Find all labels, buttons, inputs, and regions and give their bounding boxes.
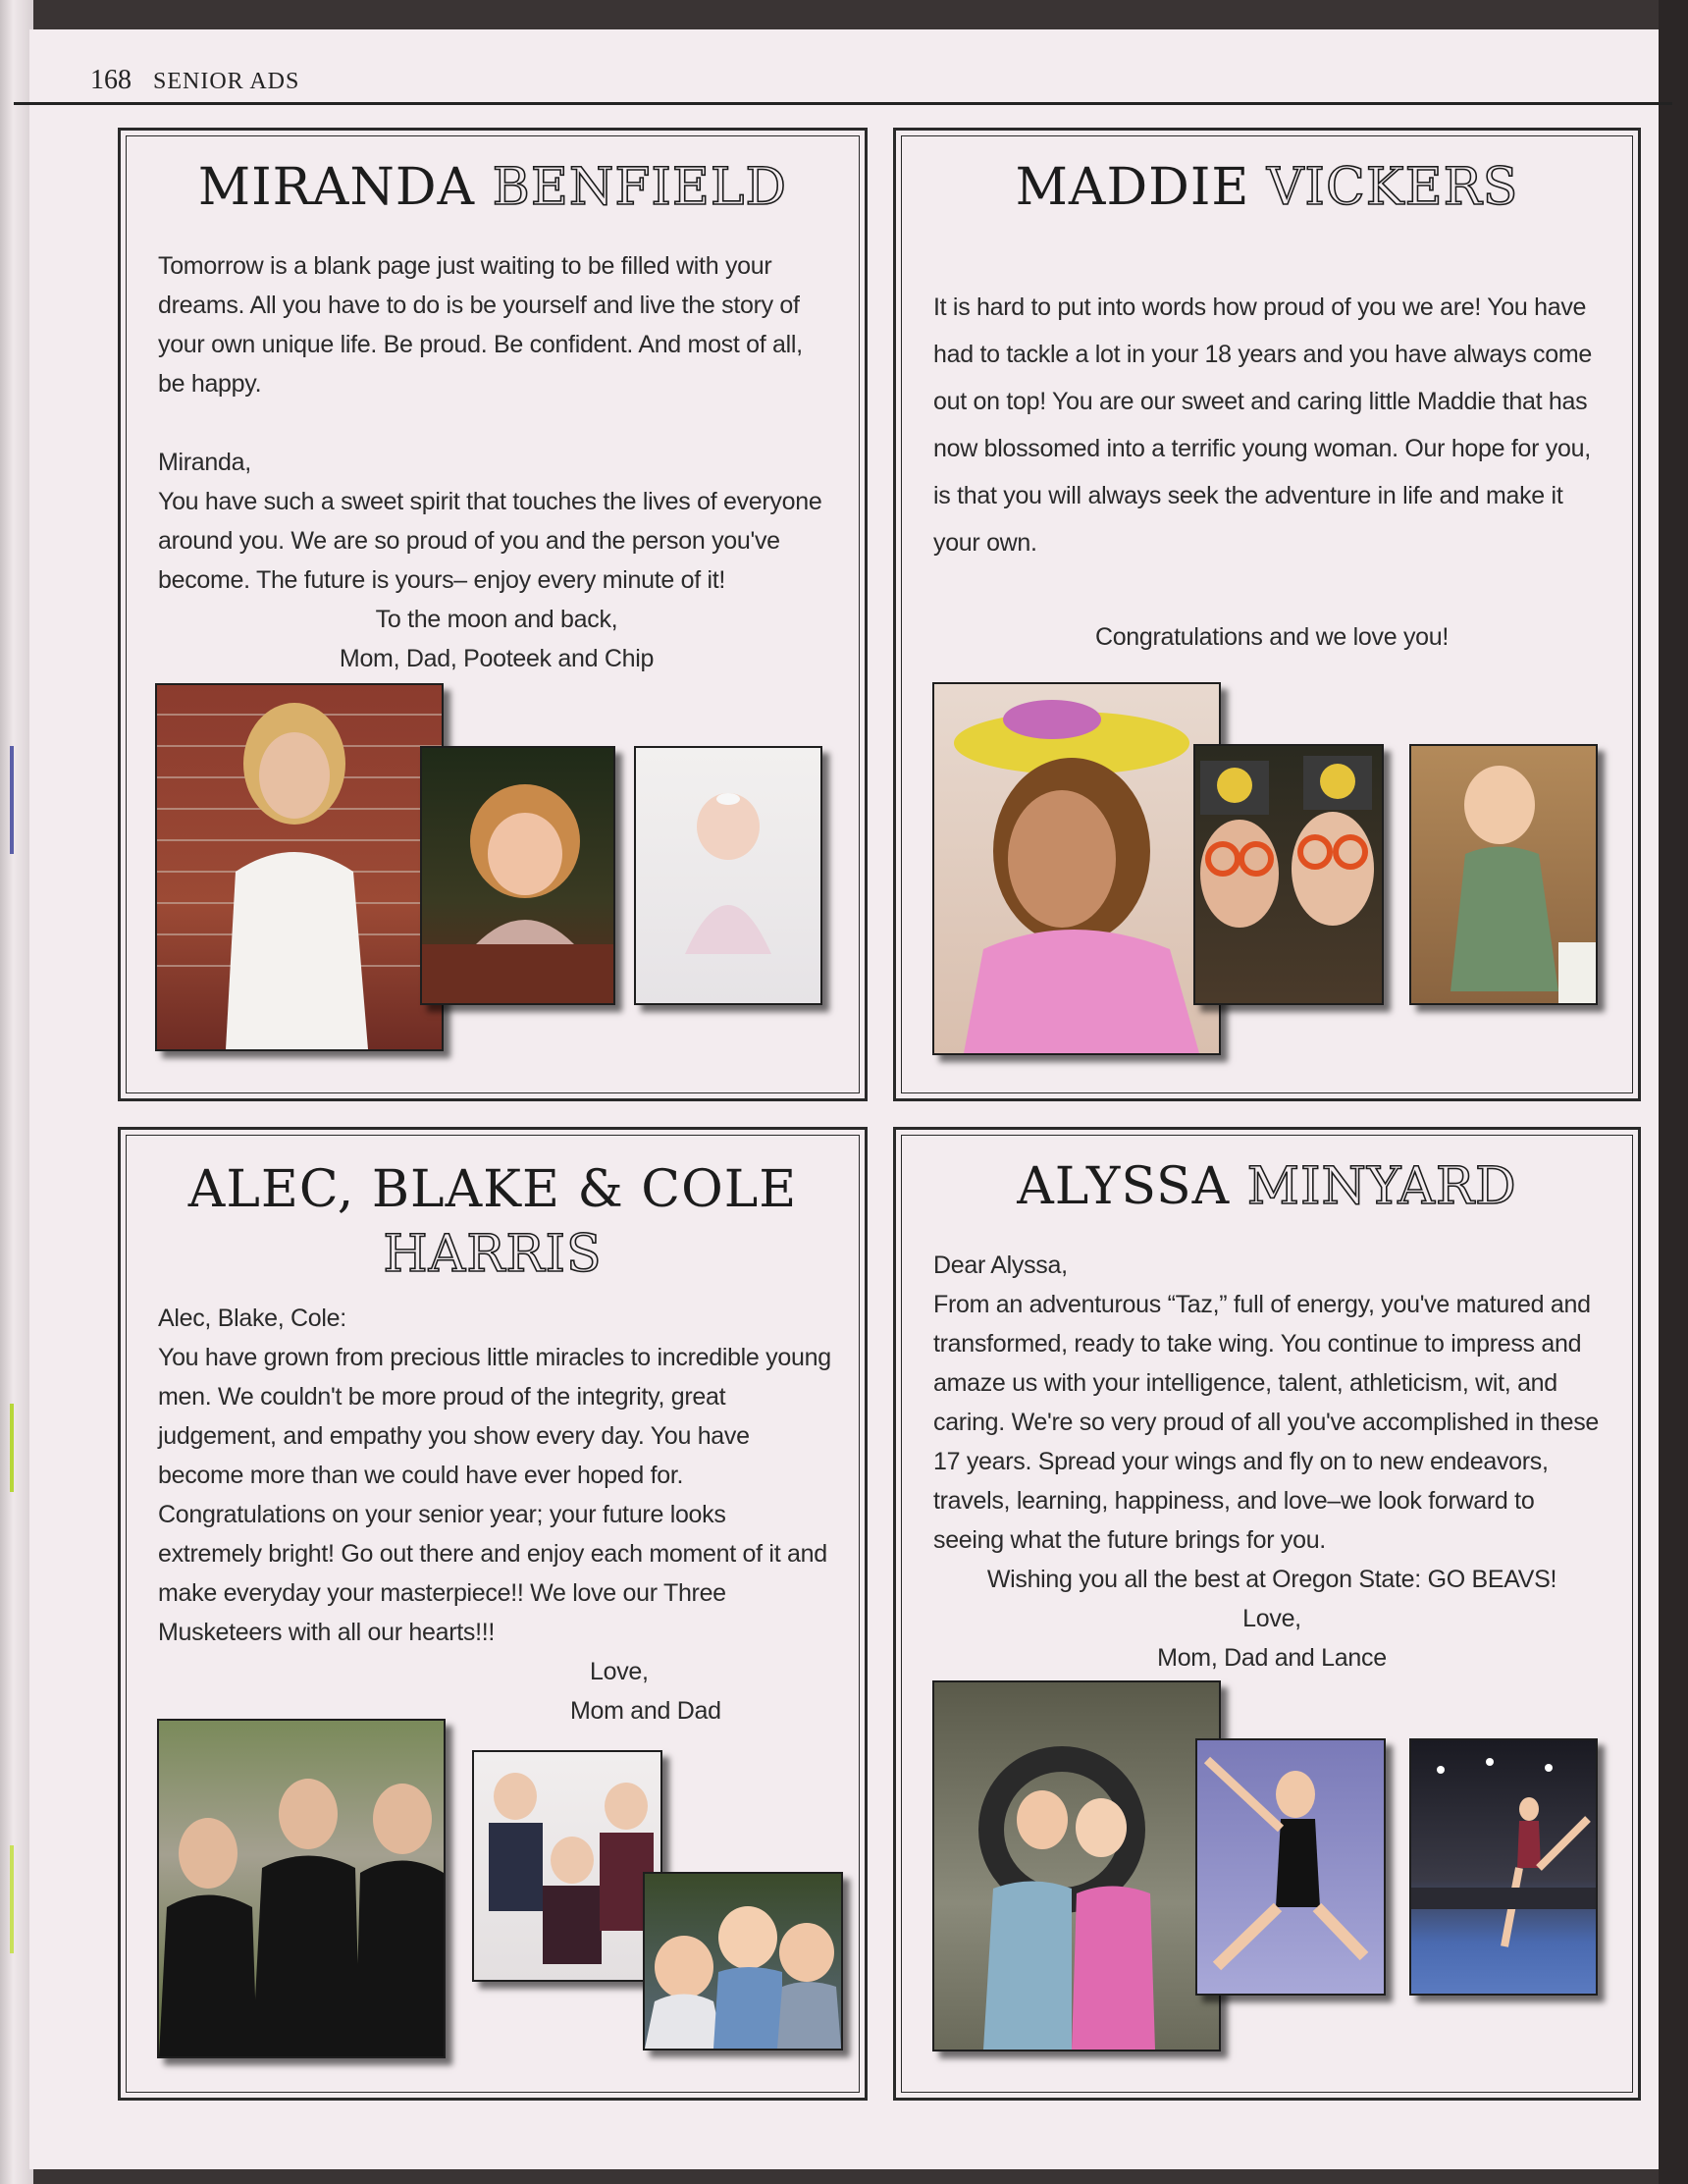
- brothers-young-photo: [643, 1872, 843, 2051]
- page-header: [90, 65, 299, 96]
- signoff-line: To the moon and back,: [375, 606, 618, 633]
- toddler-photo: [420, 746, 615, 1005]
- senior-portrait-photo: [155, 683, 444, 1051]
- title-last-name: HARRIS: [383, 1225, 603, 1284]
- ad-miranda-benfield: [118, 128, 868, 1101]
- message-paragraph: From an adventurous “Taz,” full of energy, you've matured and transformed, ready to take wing. You continue to impress and amaze us with your intelligence, talent, athleticism, wit, and caring. We're so very proud of all you've accomplished in these 17 years. Spread your wings and fly on to new endeavors, travels, learning, happiness, and love–we look forward to seeing what the future brings for you.: [933, 1291, 1600, 1554]
- girls-with-tire-photo: [932, 1680, 1221, 2051]
- ad-message: [158, 1299, 835, 1731]
- message-paragraph: You have grown from precious little miracles to incredible young men. We couldn't be more proud of the integrity, great judgement, and empathy you show every day. You have become more than we could have ever hoped for. Congratulations on your senior year; your future looks extremely bright! Go out there and enjoy each moment of it and make everyday your masterpiece!! We love our Three Musketeers with all our hearts!!!: [158, 1344, 831, 1646]
- book-right-edge: [1659, 0, 1688, 2184]
- message-paragraph: Alec, Blake, Cole:: [158, 1305, 346, 1332]
- title-first-name: ALEC, BLAKE & COLE: [187, 1160, 798, 1219]
- title-first-name: MIRANDA: [197, 158, 476, 217]
- title-last-name: MINYARD: [1246, 1157, 1517, 1216]
- toddler-dress-photo: [1409, 744, 1598, 1005]
- signoff-line: Wishing you all the best at Oregon State: GO BEAVS!: [986, 1566, 1557, 1593]
- ad-harris-brothers: [118, 1127, 868, 2101]
- gymnast-arena-photo: [1409, 1738, 1598, 1996]
- ad-title: [121, 158, 865, 217]
- two-girls-party-photo: [1193, 744, 1384, 1005]
- message-paragraph: Tomorrow is a blank page just waiting to be filled with your dreams. All you have to do is be yourself and live the story of your own unique life. Be proud. Be confident. And most of all, be happy.: [158, 252, 803, 398]
- book-spine-edge: [0, 0, 33, 2184]
- gymnast-leap-photo: [1195, 1738, 1386, 1996]
- title-last-name: VICKERS: [1266, 158, 1519, 217]
- title-first-name: MADDIE: [1015, 158, 1250, 217]
- brothers-childhood-photo: [472, 1750, 662, 1982]
- ad-title: [896, 158, 1638, 217]
- signoff-line: Mom, Dad, Pooteek and Chip: [339, 645, 655, 672]
- message-paragraph: Miranda,: [158, 449, 251, 476]
- ad-message: [158, 246, 835, 678]
- title-last-name: BENFIELD: [492, 158, 788, 217]
- section-title: SENIOR ADS: [153, 69, 300, 94]
- ad-title: [121, 1157, 865, 1287]
- baby-photo: [634, 746, 822, 1005]
- message-paragraph: Dear Alyssa,: [933, 1252, 1068, 1279]
- ad-alyssa-minyard: [893, 1127, 1641, 2101]
- message-paragraph: It is hard to put into words how proud of you we are! You have had to tackle a lot in your 18 years and you have always come out on top! You are our sweet and caring little Maddie that has now blossomed into a terrific young woman. Our hope for you, is that you will always seek the adventure in life and make it your own.: [933, 293, 1592, 557]
- ad-title: [896, 1157, 1638, 1216]
- ad-maddie-vickers: [893, 128, 1641, 1101]
- page-number: 168: [90, 65, 132, 95]
- signoff-line: Mom and Dad: [570, 1697, 721, 1725]
- header-rule: [14, 102, 1672, 105]
- message-paragraph: You have such a sweet spirit that touches the lives of everyone around you. We are so proud of you and the person you've become. The future is yours– enjoy every minute of it!: [158, 488, 822, 594]
- girl-in-hat-photo: [932, 682, 1221, 1055]
- signoff-line: Mom, Dad and Lance: [1157, 1644, 1387, 1672]
- ad-message: [933, 1246, 1610, 1678]
- ad-message: [933, 284, 1610, 661]
- signoff-line: Love,: [590, 1658, 649, 1685]
- title-first-name: ALYSSA: [1017, 1157, 1231, 1216]
- signoff-line: Love,: [1242, 1605, 1301, 1632]
- signoff-line: Congratulations and we love you!: [1094, 623, 1450, 651]
- brothers-senior-photo: [157, 1719, 446, 2058]
